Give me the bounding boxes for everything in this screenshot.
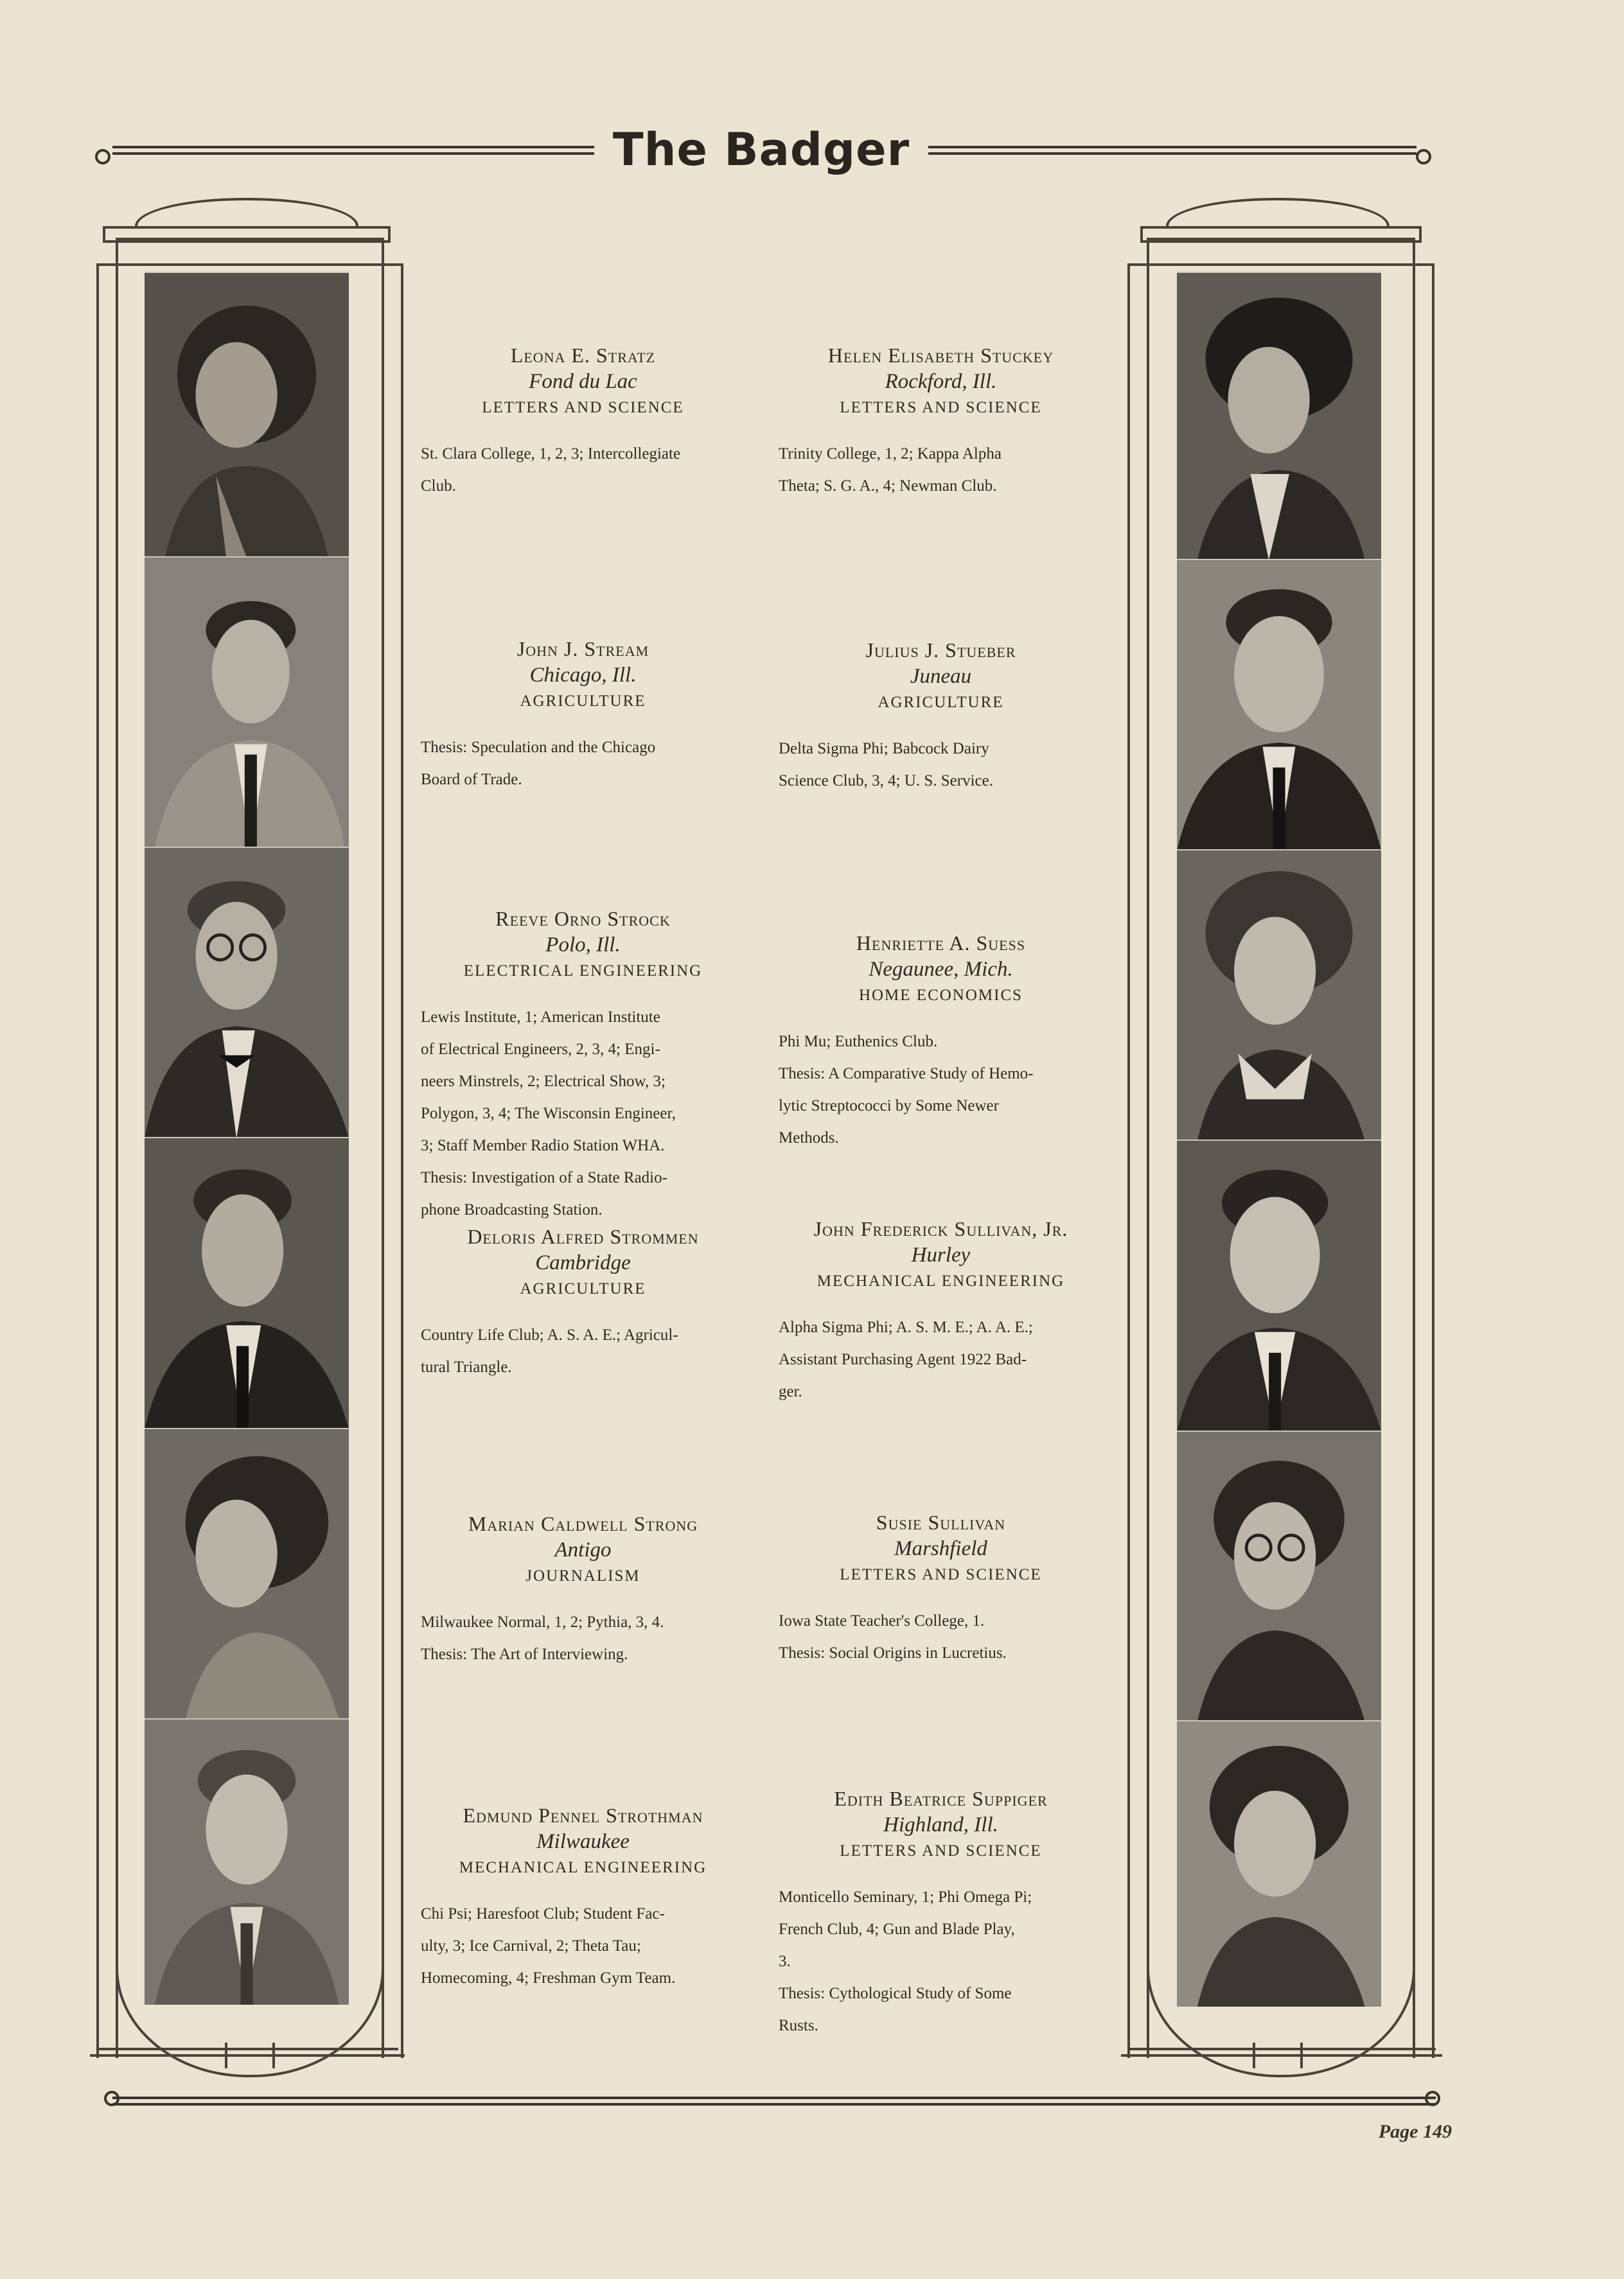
- student-name: John Frederick Sullivan, Jr.: [813, 1217, 1068, 1240]
- header-rule-right: [928, 145, 1417, 156]
- portrait-photo: [145, 1428, 349, 1720]
- student-department: ELECTRICAL ENGINEERING: [463, 962, 703, 980]
- student-hometown: Hurley: [911, 1244, 971, 1267]
- student-entry: [779, 1786, 1103, 2050]
- student-hometown: Fond du Lac: [529, 370, 637, 393]
- portrait-photo: [1177, 1720, 1381, 2007]
- student-activities: St. Clara College, 1, 2, 3; Intercollegiate Club.: [421, 445, 681, 495]
- student-name: Edmund Pennel Strothman: [463, 1804, 703, 1827]
- student-name: Reeve Orno Strock: [495, 907, 671, 930]
- student-activities: Country Life Club; A. S. A. E.; Agricul- tural Triangle.: [421, 1326, 678, 1376]
- portrait-photo: [145, 556, 349, 848]
- page-title: The Badger: [612, 123, 910, 176]
- student-activities: Chi Psi; Haresfoot Club; Student Fac- ulty, 3; Ice Carnival, 2; Theta Tau; Homecoming, 4; Freshman Gym Team.: [421, 1905, 676, 1987]
- portrait-photo: [145, 1137, 349, 1429]
- student-name: Julius J. Stueber: [865, 638, 1016, 662]
- student-department: LETTERS AND SCIENCE: [840, 1842, 1042, 1860]
- student-name: Leona E. Stratz: [510, 344, 656, 367]
- student-activities: Trinity College, 1, 2; Kappa Alpha Theta; S. G. A., 4; Newman Club.: [779, 445, 1002, 495]
- student-entry: [421, 1802, 745, 2002]
- frame-arch-right: [1166, 198, 1390, 229]
- student-entry: [421, 636, 745, 804]
- portrait-photo: [1177, 849, 1381, 1141]
- student-department: LETTERS AND SCIENCE: [840, 1566, 1042, 1583]
- student-department: AGRICULTURE: [878, 694, 1004, 711]
- student-department: HOME ECONOMICS: [858, 987, 1023, 1004]
- student-name: Helen Elisabeth Stuckey: [827, 344, 1054, 367]
- student-hometown: Highland, Ill.: [883, 1813, 998, 1836]
- student-hometown: Polo, Ill.: [545, 933, 621, 956]
- student-name: John J. Stream: [516, 637, 649, 660]
- student-entry: [779, 1509, 1103, 1677]
- student-department: AGRICULTURE: [520, 1280, 646, 1298]
- student-entry: [421, 906, 745, 1234]
- student-hometown: Negaunee, Mich.: [869, 958, 1013, 981]
- student-entry: [779, 342, 1103, 510]
- page-number: Page 149: [1378, 2121, 1452, 2142]
- portrait-photo: [1177, 1430, 1381, 1721]
- student-entry: [779, 1216, 1103, 1416]
- student-hometown: Cambridge: [535, 1251, 631, 1274]
- student-hometown: Antigo: [554, 1538, 612, 1562]
- student-entry: [779, 637, 1103, 805]
- frame-arch-left: [135, 198, 358, 229]
- student-activities: Iowa State Teacher's College, 1. Thesis: Social Origins in Lucretius.: [779, 1612, 1007, 1662]
- student-name: Susie Sullivan: [876, 1511, 1006, 1534]
- student-entry: [421, 1224, 745, 1391]
- student-entry: [421, 1511, 745, 1678]
- student-hometown: Chicago, Ill.: [529, 664, 637, 687]
- student-department: AGRICULTURE: [520, 692, 646, 710]
- student-activities: Phi Mu; Euthenics Club. Thesis: A Comparative Study of Hemo- lytic Streptococci by Some Newer Methods.: [779, 1033, 1034, 1147]
- portrait-photo: [1177, 559, 1381, 850]
- portrait-photo: [1177, 1140, 1381, 1432]
- student-name: Edith Beatrice Suppiger: [834, 1787, 1048, 1810]
- student-entry: [779, 930, 1103, 1162]
- portrait-photo: [145, 1718, 349, 2005]
- student-name: Marian Caldwell Strong: [468, 1512, 698, 1535]
- student-activities: Alpha Sigma Phi; A. S. M. E.; A. A. E.; Assistant Purchasing Agent 1922 Bad- ger.: [779, 1319, 1033, 1400]
- student-department: MECHANICAL ENGINEERING: [459, 1859, 707, 1876]
- student-hometown: Marshfield: [894, 1537, 987, 1560]
- student-department: LETTERS AND SCIENCE: [840, 399, 1042, 416]
- header-rule-left: [112, 145, 594, 156]
- footer-rule: [112, 2095, 1436, 2107]
- ornament-curl-icon: [1425, 2091, 1440, 2106]
- portrait-photo: [145, 272, 349, 558]
- frame-monogram-left: [225, 2043, 275, 2068]
- student-activities: Monticello Seminary, 1; Phi Omega Pi; French Club, 4; Gun and Blade Play, 3. Thesis: Cythological Study of Some Rusts.: [779, 1888, 1032, 2034]
- student-hometown: Rockford, Ill.: [885, 370, 997, 393]
- student-department: JOURNALISM: [525, 1567, 640, 1585]
- student-activities: Lewis Institute, 1; American Institute of Electrical Engineers, 2, 3, 4; Engi- neers Minstrels, 2; Electrical Show, 3; Polygon, 3, 4; The Wisconsin Engineer, 3; Staff Member Radio Station WHA. Thesis: Investigation of a State Radio- phone Broadcasting Station.: [421, 1008, 676, 1219]
- student-department: MECHANICAL ENGINEERING: [816, 1272, 1065, 1290]
- student-activities: Delta Sigma Phi; Babcock Dairy Science Club, 3, 4; U. S. Service.: [779, 740, 993, 789]
- student-department: LETTERS AND SCIENCE: [482, 399, 684, 416]
- frame-monogram-right: [1253, 2043, 1303, 2068]
- ornament-curl-icon: [1416, 149, 1431, 164]
- portrait-photo: [1177, 272, 1381, 560]
- student-name: Henriette A. Suess: [856, 931, 1026, 955]
- portrait-photo: [145, 847, 349, 1138]
- student-activities: Thesis: Speculation and the Chicago Board of Trade.: [421, 739, 656, 788]
- student-hometown: Milwaukee: [536, 1830, 630, 1853]
- student-name: Deloris Alfred Strommen: [467, 1225, 699, 1248]
- student-activities: Milwaukee Normal, 1, 2; Pythia, 3, 4. Thesis: The Art of Interviewing.: [421, 1614, 664, 1663]
- ornament-curl-icon: [95, 149, 110, 164]
- student-entry: [421, 342, 745, 510]
- student-hometown: Juneau: [910, 665, 972, 688]
